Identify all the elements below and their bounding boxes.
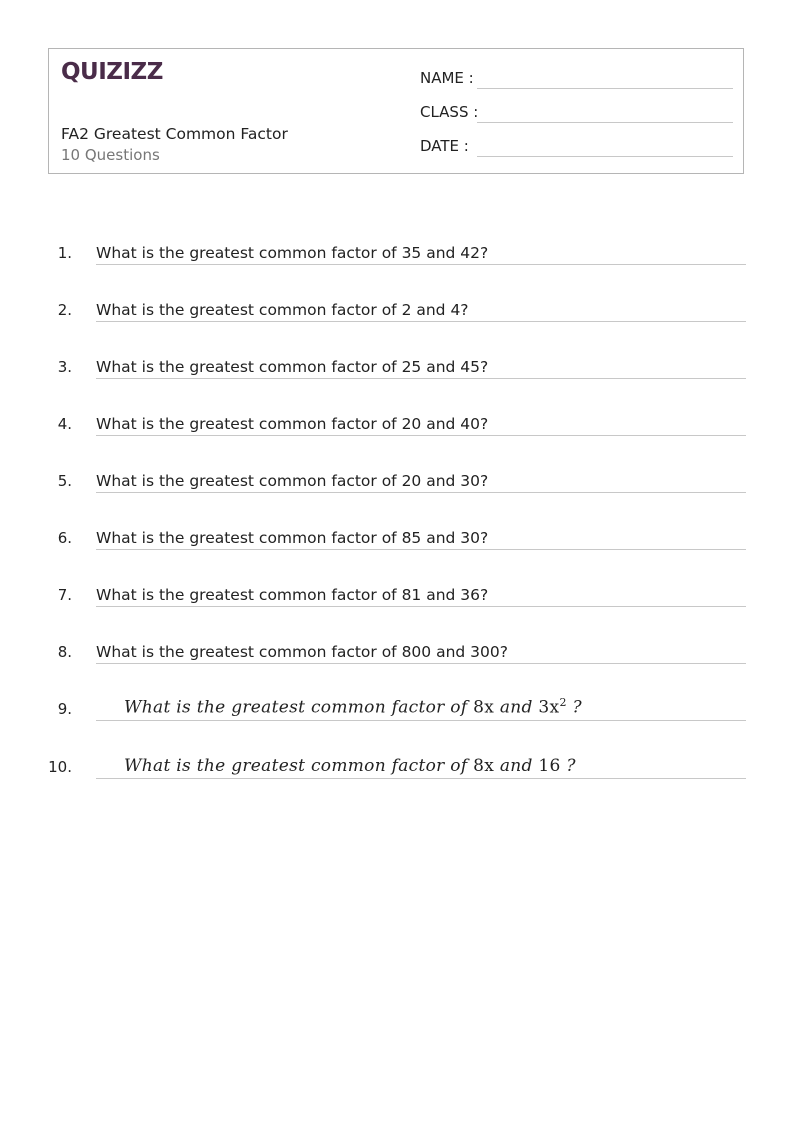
answer-line[interactable]: [96, 435, 746, 436]
question-number: 9.: [57, 700, 72, 718]
math-term-1: 8x: [473, 698, 495, 718]
question-text: What is the greatest common factor of 800 and 300?: [96, 643, 508, 661]
question-number: 5.: [57, 472, 72, 490]
question-text: What is the greatest common factor of 85 and 30?: [96, 529, 489, 547]
date-line[interactable]: [477, 156, 733, 157]
question-text: What is the greatest common factor of 81 and 36?: [96, 586, 489, 604]
math-term-2-base: 3x: [538, 698, 560, 718]
answer-line[interactable]: [96, 778, 746, 779]
question-item: [0, 235, 794, 265]
question-item: [0, 406, 794, 436]
question-item: [0, 292, 794, 322]
answer-line[interactable]: [96, 264, 746, 265]
question-number: 4.: [57, 415, 72, 433]
date-label: DATE :: [420, 137, 469, 155]
question-item: [0, 634, 794, 664]
class-line[interactable]: [477, 122, 733, 123]
name-field[interactable]: [420, 67, 733, 89]
question-math-text: [124, 756, 576, 776]
name-label: NAME :: [420, 69, 474, 87]
worksheet-title: FA2 Greatest Common Factor: [61, 125, 288, 143]
question-item: [0, 463, 794, 493]
question-item: [0, 577, 794, 607]
math-suffix: ?: [560, 756, 576, 776]
question-number: 1.: [57, 244, 72, 262]
question-number: 2.: [57, 301, 72, 319]
answer-line[interactable]: [96, 378, 746, 379]
math-suffix: ?: [566, 698, 582, 718]
math-term-2-exponent: 2: [559, 696, 567, 710]
question-item: [0, 520, 794, 550]
question-text: What is the greatest common factor of 35 and 42?: [96, 244, 489, 262]
answer-line[interactable]: [96, 549, 746, 550]
worksheet-header: [48, 48, 744, 174]
question-number: 10.: [48, 758, 72, 776]
answer-line[interactable]: [96, 321, 746, 322]
question-text: What is the greatest common factor of 25 and 45?: [96, 358, 489, 376]
math-prefix: What is the greatest common factor of: [124, 756, 474, 776]
question-item: [0, 691, 794, 721]
answer-line[interactable]: [96, 492, 746, 493]
answer-line[interactable]: [96, 663, 746, 664]
question-item: [0, 749, 794, 779]
quizizz-logo: QUIZIZZ: [61, 59, 163, 85]
question-number: 8.: [57, 643, 72, 661]
math-term-1: 8x: [473, 756, 495, 776]
question-text: What is the greatest common factor of 20 and 30?: [96, 472, 489, 490]
class-label: CLASS :: [420, 103, 479, 121]
answer-line[interactable]: [96, 606, 746, 607]
question-count: 10 Questions: [61, 146, 160, 164]
name-line[interactable]: [477, 88, 733, 89]
date-field[interactable]: [420, 135, 733, 157]
answer-line[interactable]: [96, 720, 746, 721]
class-field[interactable]: [420, 101, 733, 123]
question-text: What is the greatest common factor of 2 and 4?: [96, 301, 469, 319]
math-conjunction: and: [494, 756, 539, 776]
math-prefix: What is the greatest common factor of: [124, 698, 474, 718]
math-conjunction: and: [494, 698, 539, 718]
question-number: 6.: [57, 529, 72, 547]
question-number: 3.: [57, 358, 72, 376]
question-text: What is the greatest common factor of 20 and 40?: [96, 415, 489, 433]
question-item: [0, 349, 794, 379]
question-number: 7.: [57, 586, 72, 604]
math-term-2: 16: [538, 756, 561, 776]
question-math-text: [124, 696, 582, 718]
